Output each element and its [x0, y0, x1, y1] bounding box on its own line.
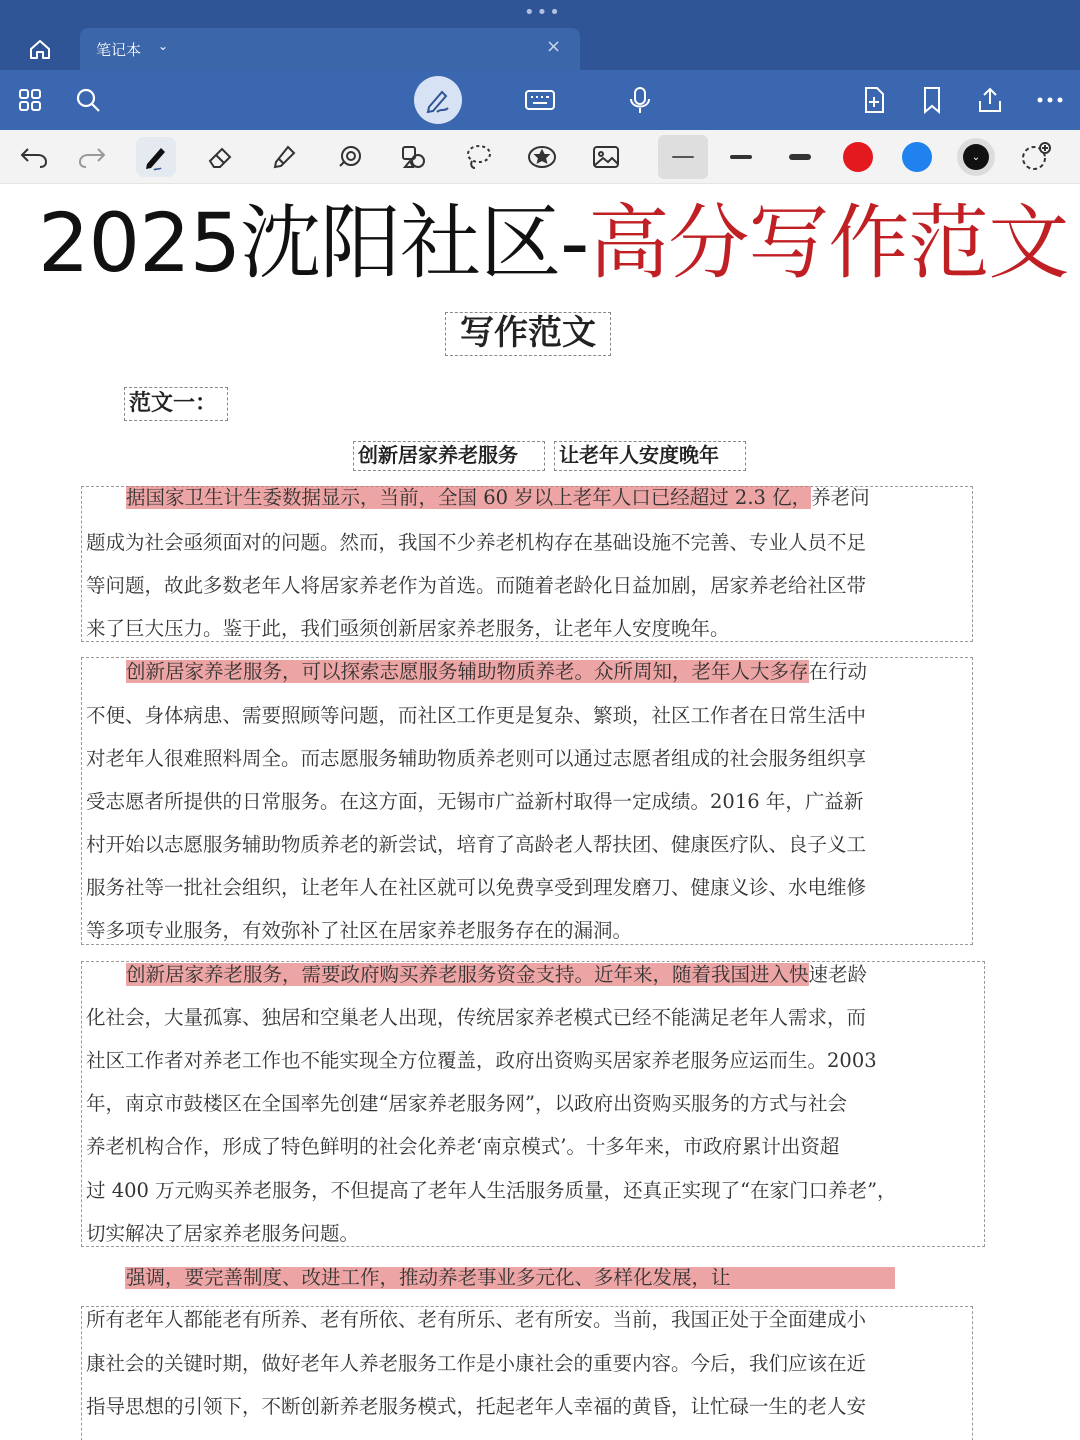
tab-label: 笔记本 — [96, 41, 142, 59]
search-icon[interactable] — [68, 80, 108, 120]
close-icon[interactable]: × — [546, 36, 562, 57]
lasso-icon[interactable] — [458, 137, 498, 177]
paragraph-3-line-2: 化社会，大量孤寡、独居和空巢老人出现，传统居家养老模式已经不能满足老年人需求，而 — [86, 1006, 867, 1029]
drawing-toolbar — [0, 130, 1080, 184]
home-icon[interactable] — [18, 30, 62, 68]
paragraph-3-line-7: 切实解决了居家养老服务问题。 — [86, 1222, 360, 1245]
paragraph-2-line-2: 不便、身体病患、需要照顾等问题，而社区工作更是复杂、繁琐，社区工作者在日常生活中 — [86, 704, 867, 727]
page-title-accent: 高分写作范文 — [588, 197, 1069, 291]
paragraph-1-highlight: 据国家卫生计生委数据显示，当前，全国 60 岁以上老年人口已经超过 2.3 亿， — [126, 486, 812, 509]
undo-icon[interactable] — [14, 137, 54, 177]
thickness-thick-option[interactable] — [780, 137, 820, 177]
paragraph-3-line-3: 社区工作者对养老工作也不能实现全方位覆盖，政府出资购买居家养老服务应运而生。2003 — [86, 1049, 877, 1072]
color-red-swatch[interactable] — [838, 137, 878, 177]
paragraph-1-line-2: 题成为社会亟须面对的问题。然而，我国不少养老机构存在基础设施不完善、专业人员不足 — [86, 531, 867, 554]
window-more-dots[interactable]: ••• — [524, 2, 562, 23]
thickness-thin-option[interactable] — [658, 135, 708, 179]
image-icon[interactable] — [586, 137, 626, 177]
sticker-icon[interactable] — [522, 137, 562, 177]
paragraph-4-line-1: 强调，要完善制度、改进工作，推动养老事业多元化、多样化发展，让 — [126, 1266, 731, 1289]
paragraph-2-highlight: 创新居家养老服务，可以探索志愿服务辅助物质养老。众所周知，老年人大多存 — [126, 660, 809, 683]
paragraph-2-line-6: 服务社等一批社会组织，让老年人在社区就可以免费享受到理发磨刀、健康义诊、水电维修 — [86, 876, 867, 899]
redo-icon[interactable] — [72, 137, 112, 177]
paragraph-3-line-4: 年，南京市鼓楼区在全国率先创建“居家养老服务网”，以政府出资购买服务的方式与社会 — [86, 1092, 847, 1115]
paragraph-4-line-4: 指导思想的引领下，不断创新养老服务模式，托起老年人幸福的黄昏，让忙碌一生的老人安 — [86, 1395, 867, 1418]
thickness-medium-option[interactable] — [721, 137, 761, 177]
color-black-swatch[interactable]: ⌄ — [956, 137, 996, 177]
paragraph-3-line-6: 过 400 万元购买养老服务，不但提高了老年人生活服务质量，还真正实现了“在家门口养老”， — [86, 1179, 897, 1202]
paragraph-3-line-1: 创新居家养老服务，需要政府购买养老服务资金支持。近年来，随着我国进入快速老龄 — [126, 963, 868, 986]
action-bar — [0, 70, 1080, 130]
highlighter-icon[interactable] — [264, 137, 304, 177]
essay-subtitle-right: 让老年人安度晚年 — [554, 441, 746, 471]
chevron-down-icon[interactable]: ⌄ — [158, 39, 169, 53]
paragraph-1-line-4: 来了巨大压力。鉴于此，我们亟须创新居家养老服务，让老年人安度晚年。 — [86, 617, 730, 640]
paragraph-2-line-7: 等多项专业服务，有效弥补了社区在居家养老服务存在的漏洞。 — [86, 919, 633, 942]
paragraph-4-line-3: 康社会的关键时期，做好老年人养老服务工作是小康社会的重要内容。今后，我们应该在近 — [86, 1352, 867, 1375]
essay-label: 范文一： — [124, 387, 228, 421]
pen-icon[interactable] — [136, 137, 176, 177]
bookmark-icon[interactable] — [912, 80, 952, 120]
microphone-icon[interactable] — [620, 80, 660, 120]
section-title: 写作范文 — [445, 312, 611, 356]
paragraph-2-line-3: 对老年人很难照料周全。而志愿服务辅助物质养老则可以通过志愿者组成的社会服务组织享 — [86, 747, 867, 770]
paragraph-4-line-2: 所有老年人都能老有所养、老有所依、老有所乐、老有所安。当前，我国正处于全面建成小 — [86, 1308, 867, 1331]
apps-grid-icon[interactable] — [10, 80, 50, 120]
eraser-icon[interactable] — [200, 137, 240, 177]
paragraph-2-line-4: 受志愿者所提供的日常服务。在这方面，无锡市广益新村取得一定成绩。2016 年，广益新 — [86, 790, 864, 813]
paragraph-3-line-5: 养老机构合作，形成了特色鲜明的社会化养老‘南京模式’。十多年来，市政府累计出资超 — [86, 1135, 840, 1158]
keyboard-icon[interactable] — [520, 80, 560, 120]
more-icon[interactable] — [1030, 80, 1070, 120]
add-page-icon[interactable] — [854, 80, 894, 120]
essay-subtitle-left: 创新居家养老服务 — [353, 441, 545, 471]
page-title-prefix: 2025沈阳社区- — [38, 197, 589, 291]
element-icon[interactable] — [394, 137, 434, 177]
paragraph-1-line-3: 等问题，故此多数老年人将居家养老作为首选。而随着老龄化日益加剧，居家养老给社区带 — [86, 574, 867, 597]
paragraph-1-line-1: 据国家卫生计生委数据显示，当前，全国 60 岁以上老年人口已经超过 2.3 亿，养老问 — [126, 486, 870, 509]
pen-mode-icon[interactable] — [414, 76, 462, 124]
add-color-icon[interactable] — [1016, 137, 1056, 177]
paragraph-2-line-1: 创新居家养老服务，可以探索志愿服务辅助物质养老。众所周知，老年人大多存在行动 — [126, 660, 868, 683]
page-title — [38, 196, 1068, 292]
paragraph-3-highlight: 创新居家养老服务，需要政府购买养老服务资金支持。近年来，随着我国进入快 — [126, 963, 809, 986]
share-icon[interactable] — [970, 80, 1010, 120]
paragraph-2-line-5: 村开始以志愿服务辅助物质养老的新尝试，培育了高龄老人帮扶团、健康医疗队、良子义工 — [86, 833, 867, 856]
title-bar — [0, 0, 1080, 70]
color-blue-swatch[interactable] — [897, 137, 937, 177]
shape-icon[interactable] — [330, 137, 370, 177]
notebook-tab[interactable] — [80, 28, 580, 70]
